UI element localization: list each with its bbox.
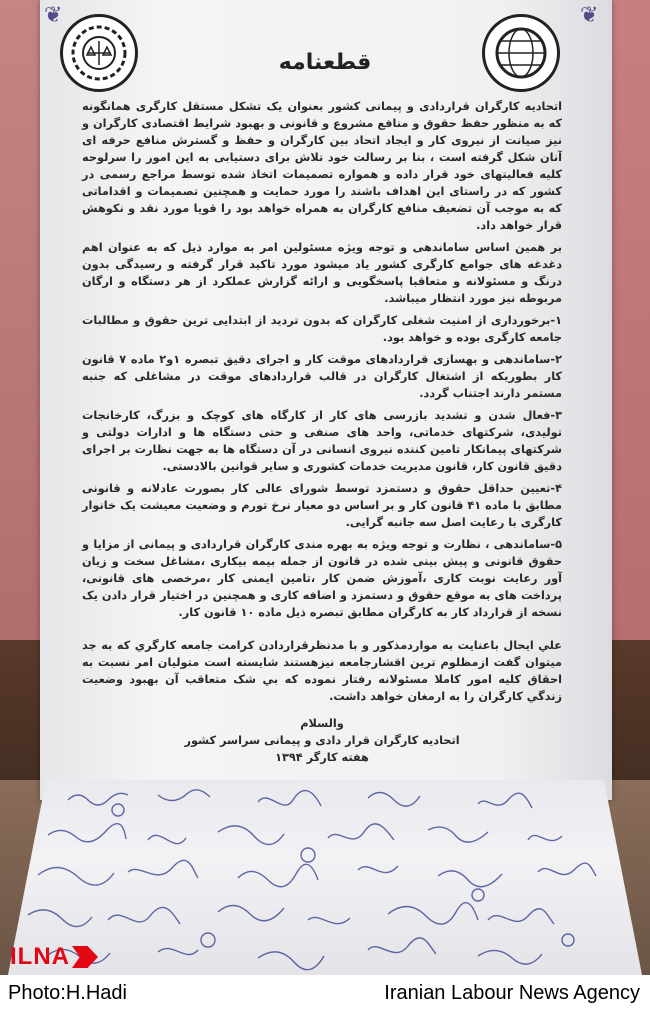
resolution-body [82,98,562,626]
resolution-closing [82,637,562,766]
paragraph: ۵-ساماندهی ، نظارت و توجه ویژه به بهره مندی کارگران قراردادی و پیمانی از مزایا و حقوق قانونی و پیش بینی شده در قانون از جمله بیمه بیکاری ،مشاغل سخت و زیان آور رعایت نوبت کاری ،آموزش ضمن کار ،تامین ایمنی کار ،مرخصی های قانونی، پرداخت های به موقع حقوق و دستمزد و اضافه کاری و همچنین در اختیار قرار دادن یک نسخه از قرارداد کار به کارگران مطابق تبصره ذیل ماده ۱۰ قانون کار. [82,538,562,619]
ornament-left: ❦ [44,3,63,28]
ilna-watermark [10,944,98,970]
wall-left [0,0,40,660]
closing-paragraph: علي ايحال باعنايت به مواردمذکور و با مدنظرقراردادن کرامت جامعه کارگري که به جد ميتوان گفت ازمظلوم ترين اقشارجامعه نيزهستند شايسته است متوليان امر نسبت به احقاق کليه امور کاملا مسئولانه رفتار نموده که بي شک متعاقب آن بهبود وضعيت زندگي کارگران را به ارمغان خواهد داشت. [82,639,562,703]
ilna-arrow-icon [72,946,98,968]
paragraph: ۱-برخورداری از امنیت شغلی کارگران که بدون تردید از ابتدایی ترین حقوق و مطالبات جامعه کارگری بوده و خواهد بود. [82,314,562,344]
signatory: اتحادیه کارگران قرار دادی و پیمانی سراسر کشور [184,734,460,747]
date-line: هفته کارگر ۱۳۹۴ [275,751,369,764]
resolution-title: قطعنامه [278,50,372,75]
photo-credit: Photo:H.Hadi [8,982,127,1004]
agency-name: Iranian Labour News Agency [384,982,640,1004]
paragraph: ۲-ساماندهی و بهسازی قراردادهای موقت کار و اجرای دقیق تبصره ۱و۲ ماده ۷ قانون کار بطوریکه از اشتغال کارگران در قالب قراردادهای موقت در مشاغلی که جنبه مستمر دارند اجتناب گردد. [82,353,562,400]
paragraph: ۴-تعیین حداقل حقوق و دستمزد توسط شورای عالی کار بصورت عادلانه و قانونی مطابق با ماده ۴۱ قانون کار و بر اساس دو معیار نرخ تورم و وضعیت معیشت یک خانوار کارگری با رعایت اصل سه جانبه گرایی. [82,482,562,529]
ilna-logo-text: ILNA [10,943,70,970]
signature-area [8,780,642,975]
salutation: والسلام [300,717,344,730]
signatures-scribbles [8,780,642,975]
wall-right [610,0,650,660]
paragraph: ۳-فعال شدن و تشدید بازرسی های کار از کارگاه های کوچک و بزرگ، کارخانجات تولیدی، شرکتهای خدماتی، واحد های صنفی و حتی دستگاه ها و ادارات دولتی و شرکتهای پیمانکار تامین کننده نیروی انسانی در آن دستگاه ها به جهت نظارت بر اجرای دقیق قانون کار، قانون مدیریت خدمات کشوری و سایر قوانین بالادستی. [82,409,562,473]
ornament-right: ❦ [580,3,599,28]
paragraph: اتحادیه کارگران قراردادی و پیمانی کشور بعنوان یک تشکل مستقل کارگری همانگونه که به منظور حفظ حقوق و منافع مشروع و قانونی و بهبود شرایط اقتصادی کارگران و نیز صیانت از نیروی کار و ایجاد اتحاد بین کارگران و حفظ و گسترش منافع حرفه ای آنان شکل گرفته است ، بنا بر رسالت خود تلاش برای دستیابی به این امور را سرلوحه کلیه فعالیتهای خود قرار داده و همواره تصمیمات اتخاذ شده توسط مراجع رسمی در کشور که در راستای این اهداف باشند را مورد حمایت و همچنین تصمیمات و اقداماتی که به موجب آن تضعیف منافع کارگران به همراه خواهد بود را قویا مورد نقد و نکوهش قرار خواهد داد. [82,100,562,232]
paragraph: بر همین اساس ساماندهی و توجه ویژه مسئولین امر به موارد ذیل که به عنوان اهم دغدغه های جوامع کارگری کشور یاد میشود مورد تاکید قرار گرفته و رسیدگی بدون درنگ و مسئولانه و متعاقبا پاسخگویی و ارائه گزارش عملکرد از هر دستگاه و ارگان مربوطه نیز مورد انتظار میباشد. [82,241,562,305]
